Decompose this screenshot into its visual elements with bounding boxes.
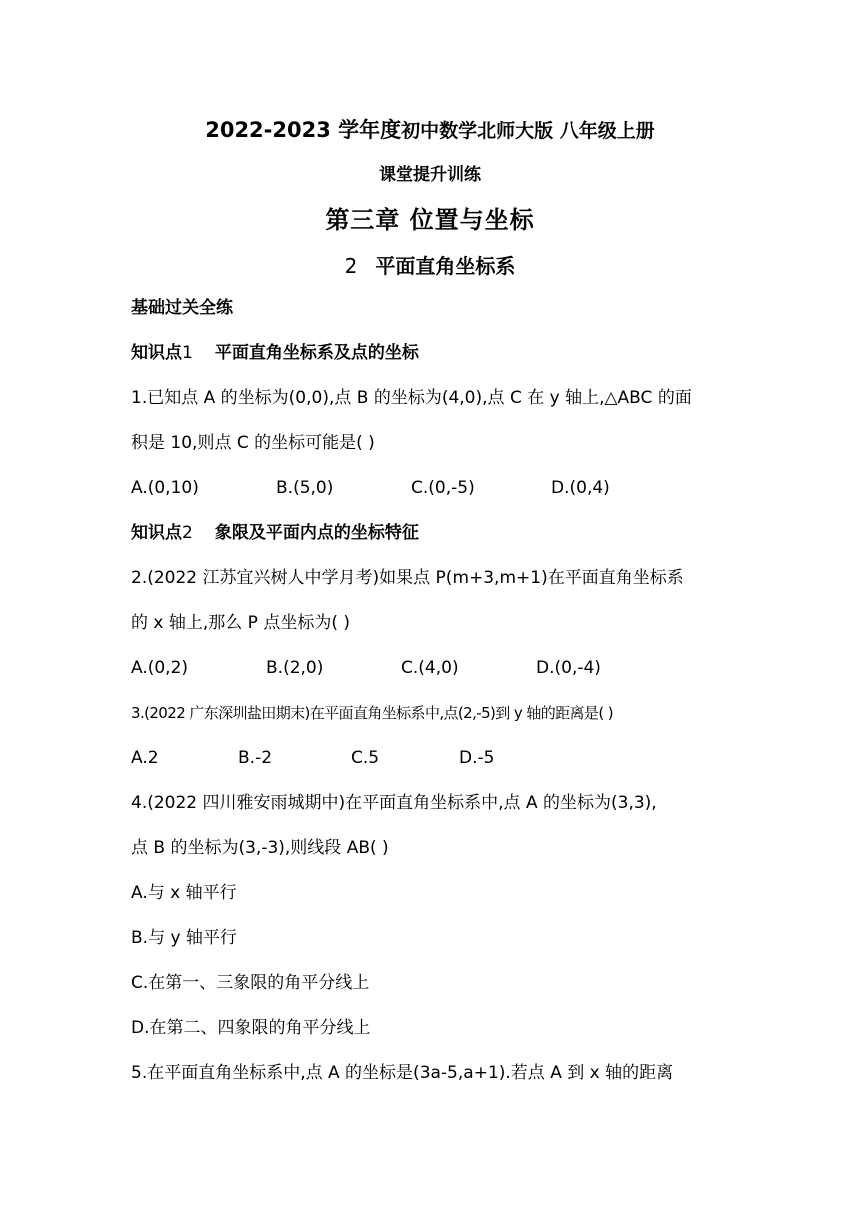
knowledge-point-2-heading xyxy=(131,521,419,545)
kp-title: 平面直角坐标系及点的坐标 xyxy=(214,343,419,363)
question-1-option-c: C.(0,-5) xyxy=(411,478,475,498)
question-2-option-b: B.(2,0) xyxy=(266,658,324,678)
knowledge-point-1-heading xyxy=(131,341,419,365)
section-number: 2 xyxy=(344,254,358,278)
kp-label: 知识点 xyxy=(131,343,182,363)
document-subtitle: 课堂提升训练 xyxy=(379,165,481,185)
chapter-title: 第三章 位置与坐标 xyxy=(325,206,535,234)
question-3-line-1: 3.(2022 广东深圳盐田期末)在平面直角坐标系中,点(2,-5)到 y 轴的距离是( ) xyxy=(131,704,613,722)
part-heading: 基础过关全练 xyxy=(131,298,233,318)
title-year: 2022-2023 学年度 xyxy=(205,118,402,142)
question-2-option-a: A.(0,2) xyxy=(131,658,189,678)
question-1-option-d: D.(0,4) xyxy=(551,478,610,498)
question-4-option-c: C.在第一、三象限的角平分线上 xyxy=(131,973,370,993)
question-3-option-b: B.-2 xyxy=(238,748,273,768)
title-rest: 初中数学北师大版 八年级上册 xyxy=(401,120,655,142)
question-3-option-a: A.2 xyxy=(131,748,159,768)
question-1-option-a: A.(0,10) xyxy=(131,478,199,498)
kp-label: 知识点 xyxy=(131,523,182,543)
question-1-line-1: 1.已知点 A 的坐标为(0,0),点 B 的坐标为(4,0),点 C 在 y 轴上,△ABC 的面 xyxy=(131,388,692,408)
section-heading xyxy=(0,250,860,279)
question-3-option-c: C.5 xyxy=(351,748,380,768)
question-3-option-d: D.-5 xyxy=(459,748,495,768)
question-2-line-1: 2.(2022 江苏宜兴树人中学月考)如果点 P(m+3,m+1)在平面直角坐标系 xyxy=(131,568,684,588)
question-1-line-2: 积是 10,则点 C 的坐标可能是( ) xyxy=(131,433,375,453)
question-4-line-1: 4.(2022 四川雅安雨城期中)在平面直角坐标系中,点 A 的坐标为(3,3), xyxy=(131,793,657,813)
kp-title: 象限及平面内点的坐标特征 xyxy=(214,523,419,543)
question-4-option-a: A.与 x 轴平行 xyxy=(131,883,237,903)
question-5-line-1: 5.在平面直角坐标系中,点 A 的坐标是(3a-5,a+1).若点 A 到 x 轴的距离 xyxy=(131,1063,674,1083)
document-title xyxy=(0,114,860,144)
question-4-option-d: D.在第二、四象限的角平分线上 xyxy=(131,1018,371,1038)
kp-number: 2 xyxy=(182,523,193,543)
kp-number: 1 xyxy=(182,343,193,363)
section-title: 平面直角坐标系 xyxy=(375,254,516,278)
question-2-option-c: C.(4,0) xyxy=(401,658,459,678)
question-4-option-b: B.与 y 轴平行 xyxy=(131,928,237,948)
question-4-line-2: 点 B 的坐标为(3,-3),则线段 AB( ) xyxy=(131,838,389,858)
question-2-line-2: 的 x 轴上,那么 P 点坐标为( ) xyxy=(131,613,350,633)
question-1-option-b: B.(5,0) xyxy=(276,478,334,498)
question-2-option-d: D.(0,-4) xyxy=(536,658,601,678)
